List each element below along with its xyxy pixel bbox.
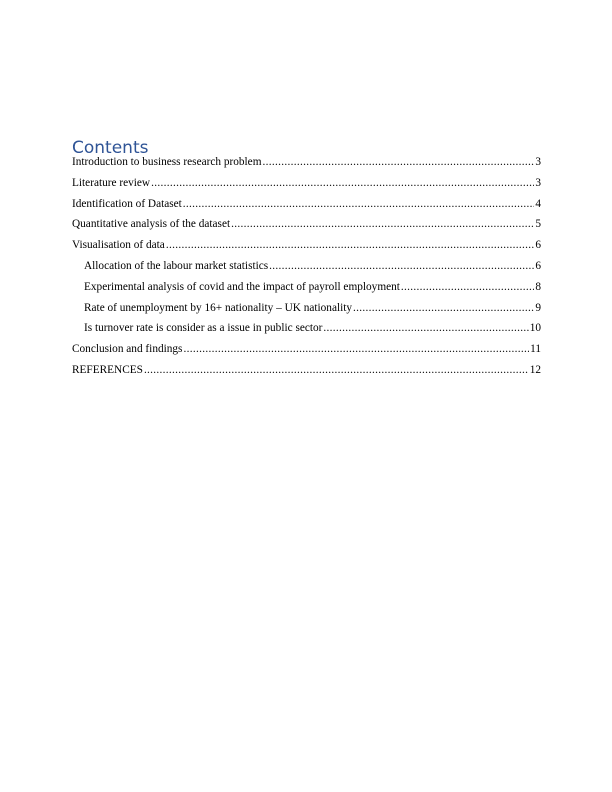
toc-entry-identification-of-dataset[interactable] xyxy=(72,198,541,219)
dot-leader xyxy=(323,322,528,334)
toc-entry-title: Conclusion and findings xyxy=(72,343,183,356)
toc-entry-quantitative-analysis[interactable] xyxy=(72,218,541,239)
dot-leader xyxy=(231,218,534,230)
toc-entry-title: REFERENCES xyxy=(72,363,143,376)
toc-entry-labour-market-statistics[interactable] xyxy=(72,260,541,281)
toc-entry-page-number: 5 xyxy=(535,218,541,231)
toc-entry-page-number: 6 xyxy=(535,259,541,272)
dot-leader xyxy=(263,156,535,168)
dot-leader xyxy=(269,260,534,272)
toc-entry-page-number: 11 xyxy=(530,343,541,356)
toc-entry-unemployment-rate[interactable] xyxy=(72,302,541,323)
toc-entry-page-number: 8 xyxy=(535,280,541,293)
dot-leader xyxy=(183,198,535,210)
toc-entry-page-number: 4 xyxy=(535,197,541,210)
toc-entry-title: Identification of Dataset xyxy=(72,197,182,210)
toc-entry-title: Rate of unemployment by 16+ nationality – UK nationality xyxy=(84,301,353,314)
toc-entry-title: Is turnover rate is consider as a issue in public sector xyxy=(84,322,323,335)
dot-leader xyxy=(144,364,529,376)
dot-leader xyxy=(151,177,534,189)
toc-entry-page-number: 9 xyxy=(535,301,541,314)
toc-entry-page-number: 6 xyxy=(535,239,541,252)
toc-entry-title: Quantitative analysis of the dataset xyxy=(72,218,231,231)
toc-entry-visualisation-of-data[interactable] xyxy=(72,239,541,260)
toc-entry-references[interactable] xyxy=(72,364,541,385)
toc-entry-covid-payroll-analysis[interactable] xyxy=(72,281,541,302)
toc-entry-literature-review[interactable] xyxy=(72,177,541,198)
toc-entry-conclusion[interactable] xyxy=(72,343,541,364)
toc-entry-title: Introduction to business research problem xyxy=(72,156,262,168)
dot-leader xyxy=(401,281,534,293)
toc-entry-page-number: 3 xyxy=(535,156,541,168)
dot-leader xyxy=(183,343,529,355)
dot-leader xyxy=(166,239,535,251)
toc-entry-page-number: 10 xyxy=(529,322,541,335)
table-of-contents xyxy=(72,156,541,385)
toc-entry-page-number: 3 xyxy=(535,176,541,189)
toc-entry-title: Visualisation of data xyxy=(72,239,165,252)
toc-entry-turnover-rate[interactable] xyxy=(72,322,541,343)
dot-leader xyxy=(353,302,534,314)
toc-entry-introduction[interactable] xyxy=(72,156,541,177)
toc-entry-page-number: 12 xyxy=(529,363,541,376)
toc-heading: Contents xyxy=(72,138,149,158)
toc-entry-title: Experimental analysis of covid and the impact of payroll employment xyxy=(84,280,400,293)
toc-entry-title: Allocation of the labour market statistics xyxy=(84,259,269,272)
toc-entry-title: Literature review xyxy=(72,176,151,189)
